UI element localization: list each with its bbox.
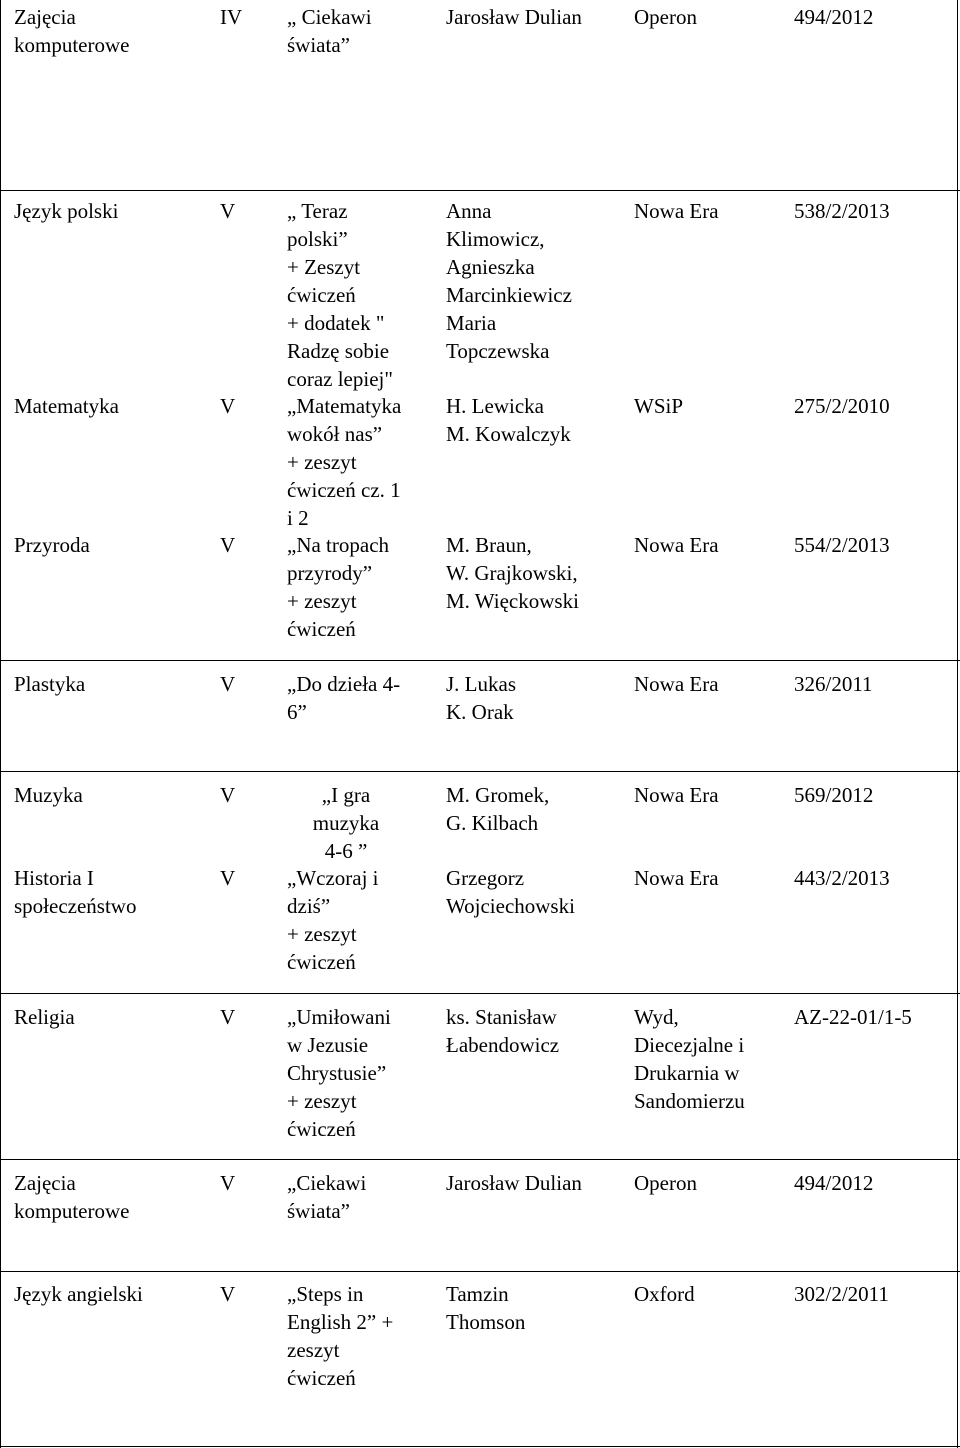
cell-author: J. Lukas K. Orak: [446, 672, 516, 724]
cell-publisher: WSiP: [634, 394, 684, 418]
cell-author: ks. Stanisław Łabendowicz: [446, 1005, 560, 1057]
cell-title: „Na tropach przyrody” + zeszyt ćwiczeń: [287, 533, 390, 641]
cell-publisher: Nowa Era: [634, 866, 719, 890]
cell-publisher: Nowa Era: [634, 199, 719, 223]
cell-class: V: [220, 1282, 236, 1306]
row-divider: [0, 771, 960, 772]
row-divider: [0, 993, 960, 994]
cell-class: V: [220, 1171, 236, 1195]
row-divider: [0, 1446, 960, 1447]
cell-title: „Ciekawi świata”: [287, 1171, 367, 1223]
cell-author: Jarosław Dulian: [446, 1171, 582, 1195]
cell-class: V: [220, 783, 236, 807]
cell-number: 326/2011: [794, 672, 873, 696]
cell-number: 275/2/2010: [794, 394, 890, 418]
cell-number: 554/2/2013: [794, 533, 890, 557]
cell-class: V: [220, 1005, 236, 1029]
row-divider: [0, 1159, 960, 1160]
cell-number: 494/2012: [794, 1171, 874, 1195]
cell-number: 302/2/2011: [794, 1282, 889, 1306]
row-divider: [0, 1271, 960, 1272]
column-divider: [0, 0, 1, 1448]
cell-subject: Zajęcia komputerowe: [14, 1171, 130, 1223]
cell-subject: Przyroda: [14, 533, 90, 557]
cell-title: „Do dzieła 4- 6”: [287, 672, 401, 724]
cell-number: 569/2012: [794, 783, 874, 807]
cell-subject: Historia I społeczeństwo: [14, 866, 137, 918]
row-divider: [0, 660, 960, 661]
cell-author: H. Lewicka M. Kowalczyk: [446, 394, 571, 446]
cell-title: „Umiłowani w Jezusie Chrystusie” + zeszyt ćwiczeń: [287, 1005, 391, 1141]
cell-subject: Język angielski: [14, 1282, 143, 1306]
cell-subject: Plastyka: [14, 672, 86, 696]
cell-class: V: [220, 199, 236, 223]
cell-publisher: Operon: [634, 5, 697, 29]
cell-publisher: Wyd, Diecezjalne i Drukarnia w Sandomierzu: [634, 1005, 745, 1113]
cell-publisher: Oxford: [634, 1282, 695, 1306]
cell-number: 538/2/2013: [794, 199, 890, 223]
cell-author: Jarosław Dulian: [446, 5, 582, 29]
cell-subject: Religia: [14, 1005, 75, 1029]
cell-title: „Matematyka wokół nas” + zeszyt ćwiczeń cz. 1 i 2: [287, 394, 402, 530]
cell-publisher: Operon: [634, 1171, 697, 1195]
column-divider: [957, 0, 958, 1448]
cell-publisher: Nowa Era: [634, 783, 719, 807]
cell-publisher: Nowa Era: [634, 672, 719, 696]
cell-publisher: Nowa Era: [634, 533, 719, 557]
cell-class: V: [220, 394, 236, 418]
cell-class: V: [220, 533, 236, 557]
cell-number: 494/2012: [794, 5, 874, 29]
cell-author: Anna Klimowicz, Agnieszka Marcinkiewicz Maria Topczewska: [446, 199, 572, 363]
cell-class: V: [220, 866, 236, 890]
cell-number: 443/2/2013: [794, 866, 890, 890]
cell-subject: Matematyka: [14, 394, 119, 418]
cell-title: „ Ciekawi świata”: [287, 5, 372, 57]
cell-subject: Zajęcia komputerowe: [14, 5, 130, 57]
cell-title: „ Teraz polski” + Zeszyt ćwiczeń + dodatek " Radzę sobie coraz lepiej": [287, 199, 393, 391]
cell-title: „Steps in English 2” + zeszyt ćwiczeń: [287, 1282, 394, 1390]
cell-title: „Wczoraj i dziś” + zeszyt ćwiczeń: [287, 866, 379, 974]
cell-subject: Muzyka: [14, 783, 83, 807]
cell-author: Tamzin Thomson: [446, 1282, 526, 1334]
cell-class: IV: [220, 5, 243, 29]
cell-author: Grzegorz Wojciechowski: [446, 866, 575, 918]
cell-number: AZ-22-01/1-5: [794, 1005, 912, 1029]
cell-title: „I gra muzyka 4-6 ”: [312, 783, 380, 863]
cell-author: M. Braun, W. Grajkowski, M. Więckowski: [446, 533, 579, 613]
cell-class: V: [220, 672, 236, 696]
cell-subject: Język polski: [14, 199, 119, 223]
cell-author: M. Gromek, G. Kilbach: [446, 783, 550, 835]
row-divider: [0, 190, 960, 191]
